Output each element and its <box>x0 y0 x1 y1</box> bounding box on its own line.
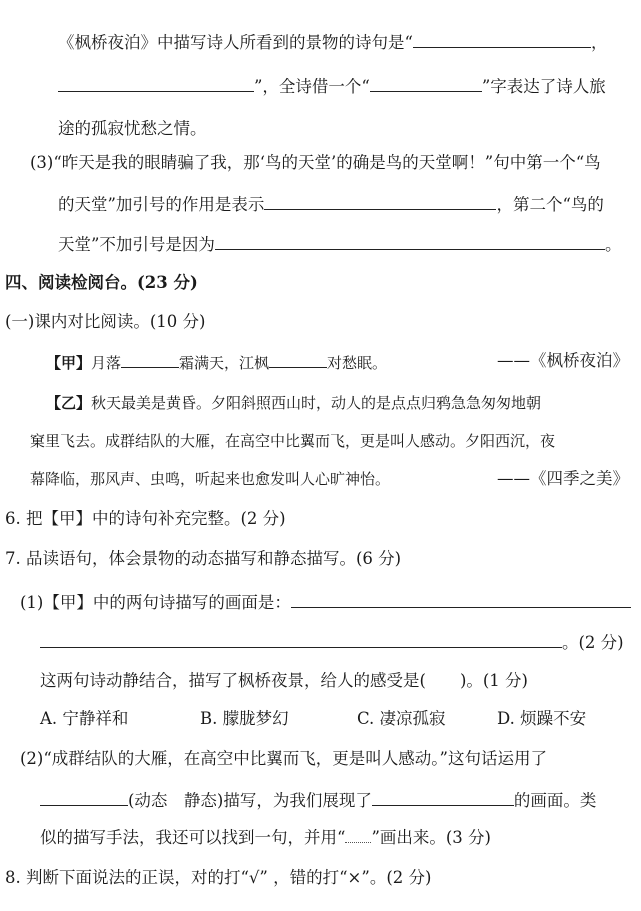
q7-text: ”画出来。(3 分) <box>371 828 491 847</box>
jia-source: ——《枫桥夜泊》 <box>497 351 629 370</box>
q5-part3-line-1 <box>30 152 601 174</box>
answer-blank[interactable] <box>372 788 514 806</box>
q7-text: 的画面。类 <box>513 791 597 810</box>
answer-blank[interactable] <box>215 232 605 250</box>
q7-text: 似的描写手法，我还可以找到一句，并用“ <box>40 828 346 847</box>
q5-line-2 <box>58 74 606 98</box>
answer-blank[interactable] <box>269 350 327 368</box>
option-a[interactable]: A. 宁静祥和 <box>40 709 129 728</box>
q7-text: (1)【甲】中的两句诗描写的画面是： <box>20 593 291 612</box>
answer-blank[interactable] <box>40 788 128 806</box>
q5-part3-line-2 <box>58 192 604 216</box>
q7-part1-line-3 <box>40 670 528 692</box>
section-heading: 四、阅读检阅台。(23 分) <box>5 273 198 292</box>
subsection-heading: (一)课内对比阅读。(10 分) <box>5 312 206 331</box>
wavy-underline-mark <box>345 828 371 843</box>
option-c[interactable]: C. 凄凉孤寂 <box>357 709 446 728</box>
passage-yi-line-2: 窠里飞去。成群结队的大雁，在高空中比翼而飞，更是叫人感动。夕阳西沉，夜 <box>30 432 556 450</box>
answer-blank[interactable] <box>40 630 562 648</box>
q7-part1-line-2 <box>40 630 624 654</box>
question-8: 8. 判断下面说法的正误，对的打“√” ，错的打“×”。(2 分) <box>5 868 432 887</box>
q5-text: ”字表达了诗人旅 <box>481 77 606 96</box>
q5-text: ”，全诗借一个“ <box>254 77 370 96</box>
q7-part2-line-2 <box>40 788 596 812</box>
answer-blank[interactable] <box>121 350 179 368</box>
q5-text: 途的孤寂忧愁之情。 <box>58 119 207 138</box>
poem-text: 月落 <box>91 354 122 372</box>
q7-text: 。(1 分) <box>466 671 528 690</box>
q5-part3-line-3 <box>58 232 621 256</box>
answer-blank[interactable] <box>58 74 254 92</box>
q7-text: 这两句诗动静结合，描写了枫桥夜景，给人的感受是( <box>40 671 426 690</box>
yi-source: ——《四季之美》 <box>497 469 629 488</box>
passage-yi-line-1 <box>46 392 541 414</box>
question-6: 6. 把【甲】中的诗句补充完整。(2 分) <box>5 509 286 528</box>
poem-text: 对愁眠。 <box>327 354 388 372</box>
answer-blank[interactable] <box>413 30 591 48</box>
option-b[interactable]: B. 朦胧梦幻 <box>200 709 289 728</box>
yi-label: 【乙】 <box>46 394 92 412</box>
q7-part2-line-3 <box>40 827 491 849</box>
q5-part3-text: 的天堂”加引号的作用是表示 <box>58 195 265 214</box>
poem-text: 霜满天，江枫 <box>179 354 270 372</box>
q7-part2-line-1: (2)“成群结队的大雁，在高空中比翼而飞，更是叫人感动。”这句话运用了 <box>20 749 547 768</box>
answer-blank[interactable] <box>264 192 496 210</box>
answer-blank[interactable] <box>291 590 631 608</box>
q7-text: (动态 静态)描写，为我们展现了 <box>128 791 372 810</box>
passage-text: 秋天最美是黄昏。夕阳斜照西山时，动人的是点点归鸦急急匆匆地朝 <box>91 394 542 412</box>
q7-part1-line-1 <box>20 590 631 614</box>
q7-text: ) <box>459 671 467 690</box>
q5-line-1 <box>58 30 607 54</box>
passage-yi-line-3: 幕降临，那风声、虫鸣，听起来也愈发叫人心旷神怡。 <box>30 470 391 488</box>
q5-text: ， <box>590 33 608 52</box>
answer-blank[interactable] <box>370 74 482 92</box>
q5-line-3 <box>58 118 207 140</box>
q5-part3-text: 。 <box>604 235 622 254</box>
poem-jia <box>46 350 387 374</box>
question-7: 7. 品读语句，体会景物的动态描写和静态描写。(6 分) <box>5 549 402 568</box>
q5-part3-text: 天堂”不加引号是因为 <box>58 235 215 254</box>
q5-part3-text: (3)“昨天是我的眼睛骗了我，那‘鸟的天堂’的确是鸟的天堂啊！”句中第一个“鸟 <box>30 153 601 172</box>
jia-label: 【甲】 <box>46 354 92 372</box>
q7-text: 。(2 分) <box>562 633 624 652</box>
q5-text: 《枫桥夜泊》中描写诗人所看到的景物的诗句是“ <box>58 33 413 52</box>
option-d[interactable]: D. 烦躁不安 <box>497 709 587 728</box>
q5-part3-text: ，第二个“鸟的 <box>496 195 604 214</box>
